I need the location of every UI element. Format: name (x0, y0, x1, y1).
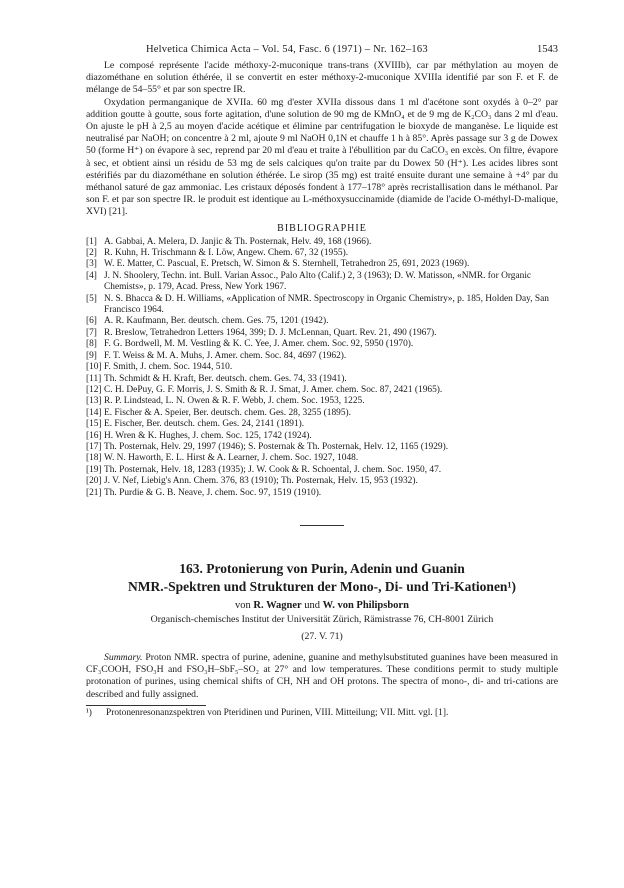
reference-item (86, 465, 558, 476)
reference-text: F. G. Bordwell, M. M. Vestling & K. C. Yee, J. Amer. chem. Soc. 92, 5950 (1970). (104, 339, 414, 350)
reference-text: W. N. Haworth, E. L. Hirst & A. Learner, J. chem. Soc. 1927, 1048. (104, 453, 359, 464)
article-title (86, 560, 558, 596)
author-byline (86, 600, 558, 611)
reference-item (86, 396, 558, 407)
received-date: (27. V. 71) (301, 630, 343, 642)
reference-text: E. Fischer, Ber. deutsch. chem. Ges. 24, 2141 (1891). (104, 419, 305, 430)
footnote-rule (86, 705, 206, 706)
reference-text: Th. Purdie & G. B. Neave, J. chem. Soc. 97, 1519 (1910). (104, 487, 322, 498)
reference-item (86, 488, 558, 499)
summary-label: Summary. (104, 651, 143, 663)
reference-text: N. S. Bhacca & D. H. Williams, «Application of NMR. Spectroscopy in Organic Chemistry», p. 185, Holden Day, San Francisco 1964. (104, 293, 549, 316)
reference-item (86, 374, 558, 385)
reference-number: [11] (86, 373, 102, 384)
section-divider (300, 525, 344, 526)
reference-number: [19] (86, 464, 102, 475)
reference-text: F. Smith, J. chem. Soc. 1944, 510. (104, 362, 233, 373)
reference-number: [20] (86, 476, 102, 487)
paragraph-oxidation: Oxydation permanganique de XVIIa. 60 mg d'ester XVIIa dissous dans 1 ml d'acétone sont oxydés à 0–2° par addition goutte à goutte, sous forte agitation, d'une solution de 90 mg de KMnO₄ et de 9 mg de K₂CO₃ dans 2 ml d'eau. On ajuste le pH à 2,5 au moyen d'acide acétique et élimine par centrifugation le bioxyde de manganèse. Le liquide est neutralisé par NaOH; on concentre à 2 ml, ajoute 9 ml NaOH 0,1N et chauffe 1 h à 85°. Après passage sur 3 g de Dowex 50 (forme H⁺) on évapore à sec, reprend par 20 ml d'eau et traite à l'ébullition par du CaCO₃ en excès. On filtre, évapore à sec, et obtient ainsi un résidu de 53 mg de sels calciques qu'on traite par du Dowex 50 (H⁺). Les acides libres sont estérifiés par du diazométhane en solution éthérée. Le sirop (35 mg) est traité ensuite durant une semaine à +4° par du méthanol saturé de gaz ammoniac. Les cristaux déposés fondent à 177–178° après recristallisation dans le méthanol. Par son F. et par son spectre IR. le produit est identique au L-méthoxysuccinamide (diamide de l'acide O-méthyl-D-malique, XVI) [21]. (86, 96, 558, 218)
reference-item (86, 248, 558, 259)
reference-number: [2] (86, 248, 97, 259)
paragraph-conclusion: Le composé représente l'acide méthoxy-2-muconique trans-trans (XVIIIb), car par méthylation au moyen de diazométhane en solution éthérée, il se convertit en ester méthoxy-2-muconique XVIIIa identifié par son F. et F. de mélange de 54–55° et par son spectre IR. (86, 60, 558, 96)
reference-number: [18] (86, 453, 102, 464)
reference-item (86, 419, 558, 430)
author-2: W. von Philipsborn (322, 599, 409, 611)
page-number: 1543 (537, 44, 558, 55)
reference-item (86, 408, 558, 419)
reference-number: [12] (86, 384, 102, 395)
reference-text: R. Breslow, Tetrahedron Letters 1964, 399; D. J. McLennan, Quart. Rev. 21, 490 (1967). (104, 327, 437, 338)
reference-text: A. Gabbai, A. Melera, D. Janjic & Th. Posternak, Helv. 49, 168 (1966). (104, 236, 372, 247)
reference-number: [15] (86, 419, 102, 430)
reference-text: Th. Posternak, Helv. 18, 1283 (1935); J. W. Cook & R. Schoental, J. chem. Soc. 1950, 47. (104, 464, 442, 475)
reference-item (86, 237, 558, 248)
reference-item (86, 476, 558, 487)
reference-item (86, 453, 558, 464)
reference-number: [13] (86, 396, 102, 407)
footnote (86, 708, 558, 719)
reference-text: W. E. Matter, C. Pascual, E. Pretsch, W. Simon & S. Sternhell, Tetrahedron 25, 691, 2023 (1969). (104, 259, 470, 270)
article-title-line-2: NMR.-Spektren und Strukturen der Mono-, Di- und Tri-Kationen¹) (128, 578, 516, 594)
reference-item (86, 431, 558, 442)
reference-item (86, 385, 558, 396)
reference-text: F. T. Weiss & M. A. Muhs, J. Amer. chem. Soc. 84, 4697 (1962). (104, 350, 347, 361)
running-head: Helvetica Chimica Acta – Vol. 54, Fasc. 6 (1971) – Nr. 162–163 (146, 44, 428, 55)
reference-text: Th. Posternak, Helv. 29, 1997 (1946); S. Posternak & Th. Posternak, Helv. 12, 1165 (1929). (104, 441, 449, 452)
reference-item (86, 339, 558, 350)
reference-item (86, 316, 558, 327)
reference-text: J. V. Nef, Liebig's Ann. Chem. 376, 83 (1910); Th. Posternak, Helv. 15, 953 (1932). (104, 476, 418, 487)
reference-number: [16] (86, 430, 102, 441)
reference-list (86, 237, 558, 499)
reference-number: [21] (86, 487, 102, 498)
reference-number: [3] (86, 259, 97, 270)
summary-paragraph (86, 652, 558, 701)
byline-prefix: von (235, 599, 251, 611)
reference-text: R. P. Lindstead, L. N. Owen & R. F. Webb, J. chem. Soc. 1953, 1225. (104, 396, 365, 407)
reference-item (86, 362, 558, 373)
body-text (86, 60, 558, 219)
reference-text: R. Kuhn, H. Trischmann & I. Löw, Angew. Chem. 67, 32 (1955). (104, 248, 349, 259)
reference-number: [9] (86, 350, 97, 361)
byline-conjunction: und (304, 599, 321, 611)
reference-item (86, 328, 558, 339)
reference-text: A. R. Kaufmann, Ber. deutsch. chem. Ges. 75, 1201 (1942). (104, 316, 329, 327)
author-1: R. Wagner (253, 599, 302, 611)
institute-address: Organisch-chemisches Institut der Universität Zürich, Rämistrasse 76, CH-8001 Zürich (150, 613, 494, 625)
reference-text: Th. Schmidt & H. Kraft, Ber. deutsch. chem. Ges. 74, 33 (1941). (104, 373, 347, 384)
bibliography-heading: BIBLIOGRAPHIE (277, 222, 367, 234)
reference-number: [8] (86, 339, 97, 350)
reference-number: [6] (86, 316, 97, 327)
footnote-text: Protonenresonanzspektren von Pteridinen und Purinen, VIII. Mitteilung; VII. Mitt. vgl. [1]. (106, 707, 449, 718)
summary-text: Proton NMR. spectra of purine, adenine, guanine and methylsubstituted guanines have been measured in CF₃COOH, FSO₃H and FSO₃H–SbF₅–SO₂ at 27° and low temperatures. These conditions permit to study multiple protonation of purines, using chemical shifts of CH, NH and OH protons. The spectra of mono-, di- and tri-cations are described and fully assigned. (86, 651, 559, 700)
reference-text: C. H. DePuy, G. F. Morris, J. S. Smith & R. J. Smat, J. Amer. chem. Soc. 87, 2421 (1965). (104, 384, 443, 395)
reference-text: E. Fischer & A. Speier, Ber. deutsch. chem. Ges. 28, 3255 (1895). (104, 407, 351, 418)
reference-number: [7] (86, 327, 97, 338)
reference-text: J. N. Shoolery, Techn. int. Bull. Varian Assoc., Palo Alto (Calif.) 2, 3 (1963); D. W. Matisson, «NMR. for Organic Chemists», p. 179, Acad. Press, New York 1967. (104, 270, 532, 293)
running-header (86, 44, 558, 60)
reference-number: [14] (86, 407, 102, 418)
article-title-line-1: 163. Protonierung von Purin, Adenin und Guanin (179, 560, 465, 576)
footnote-number: ¹) (86, 707, 92, 718)
reference-number: [5] (86, 293, 97, 304)
reference-item (86, 351, 558, 362)
reference-item (86, 294, 558, 317)
reference-item (86, 442, 558, 453)
reference-number: [10] (86, 362, 102, 373)
reference-number: [17] (86, 441, 102, 452)
reference-item (86, 271, 558, 294)
reference-text: H. Wren & K. Hughes, J. chem. Soc. 125, 1742 (1924). (104, 430, 312, 441)
reference-number: [1] (86, 236, 97, 247)
reference-item (86, 259, 558, 270)
reference-number: [4] (86, 270, 97, 281)
